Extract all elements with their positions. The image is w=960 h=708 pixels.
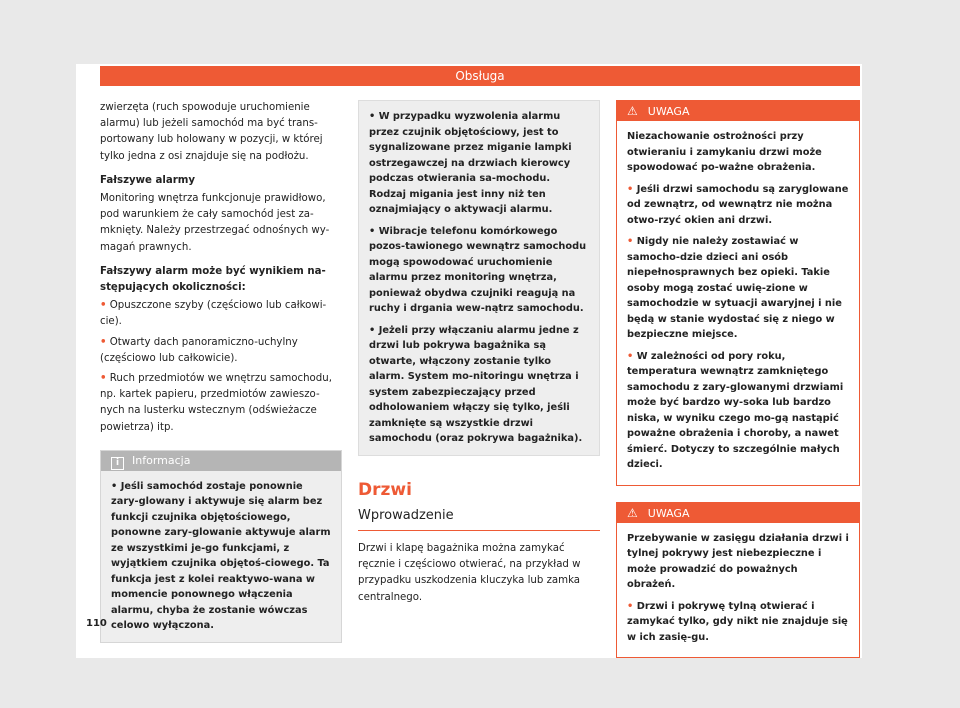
page-header [100, 66, 860, 86]
list-item: • Nigdy nie należy zostawiać w samocho-dzie dzieci ani osób niepełnosprawnych bez opieki. Takie osoby mogą zostać uwię-zione w samochodzie w sytuacji awaryjnej i nie będą w stanie wydostać się z niego w bezpieczne miejsce. [627, 236, 842, 340]
false-alarms-text: Monitoring wnętrza funkcjonuje prawidłowo, pod warunkiem że cały samochód jest za-mknięty. Należy przestrzegać odnośnych wy-magań prawnych. [100, 193, 330, 253]
bullet-icon: • [100, 300, 107, 312]
bullet-icon: • [627, 236, 634, 247]
bullet-icon: • [111, 480, 118, 492]
warning-title: UWAGA [647, 105, 690, 118]
list-item: • W zależności od pory roku, temperatura wewnątrz zamkniętego samochodu z zary-glowanymi drzwiami może być bardzo wy-soka lub bardzo niska, w wyniku czego mo-gą nastąpić poważne obrażenia i choroby, a nawet śmierć. Dotyczy to szczególnie małych dzieci. [627, 350, 844, 470]
warning-box-body [617, 523, 859, 658]
false-alarms-heading: Fałszywe alarmy [100, 174, 196, 186]
alarm-notes-box [358, 100, 600, 456]
list-item: • Otwarty dach panoramiczno-uchylny (częściowo lub całkowicie). [100, 336, 298, 364]
column-left [100, 100, 342, 643]
list-item: • Opuszczone szyby (częściowo lub całkowi-cie). [100, 300, 327, 328]
warning-box [616, 100, 860, 486]
bullet-icon: • [369, 225, 376, 237]
warning-box-body [617, 121, 859, 485]
header-title: Obsługa [455, 69, 505, 83]
section-title: Drzwi [358, 479, 412, 500]
info-box-header [101, 451, 341, 471]
warning-icon: ⚠ [627, 505, 638, 520]
warning-lead: Przebywanie w zasięgu działania drzwi i tylnej pokrywy jest niebezpieczne i może prowadzić do poważnych obrażeń. [627, 532, 849, 590]
bullet-icon: • [100, 373, 107, 385]
column-right [616, 100, 860, 674]
list-item: • Jeżeli przy włączaniu alarmu jedne z drzwi lub pokrywa bagażnika są otwarte, włączony zostanie tylko alarm. System mo-nitoringu wnętrza i system zabezpieczający przed odholowaniem włączy się tylko, jeśli zamknięte są wszystkie drzwi samochodu (oraz pokrywa bagażnika). [369, 324, 583, 444]
warning-box-header [617, 503, 859, 523]
list-item: • Wibracje telefonu komórkowego pozos-tawionego wewnątrz samochodu mogą spowodować uruchomienie alarmu przez monitoring wnętrza, ponieważ obydwa czujniki reagują na ruchy i drgania wew-nątrz samochodu. [369, 225, 587, 314]
bullet-icon: • [627, 183, 634, 195]
subsection-title: Wprowadzenie [358, 508, 600, 531]
bullet-icon: • [627, 350, 634, 362]
bullet-icon: • [100, 336, 107, 348]
warning-box [616, 502, 860, 659]
page-number: 110 [86, 618, 107, 629]
bullet-icon: • [369, 111, 376, 122]
column-middle [358, 100, 600, 614]
warning-title: UWAGA [647, 506, 690, 520]
list-item: • W przypadku wyzwolenia alarmu przez czujnik objętościowy, jest to sygnalizowane przez miganie lampki ostrzegawczej na drzwiach kierowcy podczas otwierania sa-mochodu. Rodzaj migania jest inny niż ten oznajmiający o aktywacji alarmu. [369, 111, 572, 215]
causes-heading: Fałszywy alarm może być wynikiem na-stępujących okoliczności: [100, 265, 326, 294]
info-box-title: Informacja [132, 453, 191, 467]
intro-paragraph: zwierzęta (ruch spowoduje uruchomienie alarmu) lub jeżeli samochód ma być trans-portowany lub holowany w pozycji, w której tylko jedna z osi znajduje się na podłożu. [100, 102, 323, 162]
doors-intro-text: Drzwi i klapę bagażnika można zamykać ręcznie i częściowo otwierać, na przykład w przypadku uszkodzenia kluczyka lub zamka centralnego. [358, 542, 581, 603]
warning-icon: ⚠ [627, 104, 638, 118]
list-item: • Ruch przedmiotów we wnętrzu samochodu, np. kartek papieru, przedmiotów zawieszo-nych na lusterku wstecznym (odświeżacze powietrza) itp. [100, 373, 332, 433]
info-box-body: • Jeśli samochód zostaje ponownie zary-glowany i aktywuje się alarm bez funkcji czujnika objętościowego, ponowne zary-glowanie aktywuje alarm ze wszystkimi je-go funkcjami, z wyjątkiem czujnika objętoś-ciowego. Ta funkcja jest z kolei reaktywo-wana w momencie ponownego włączenia alarmu, chyba że zostanie wówczas celowo wyłączona. [111, 480, 331, 632]
list-item: • Jeśli drzwi samochodu są zaryglowane od zewnątrz, od wewnątrz nie można otwo-rzyć okien ani drzwi. [627, 183, 849, 226]
bullet-icon: • [627, 600, 634, 612]
info-box [100, 450, 342, 643]
warning-box-header [617, 101, 859, 121]
info-icon: i [111, 457, 124, 470]
list-item: • Drzwi i pokrywę tylną otwierać i zamykać tylko, gdy nikt nie znajduje się w ich zasię-gu. [627, 600, 848, 643]
bullet-icon: • [369, 324, 376, 336]
warning-lead: Niezachowanie ostrożności przy otwieraniu i zamykaniu drzwi może spowodować po-ważne obrażenia. [627, 131, 822, 173]
